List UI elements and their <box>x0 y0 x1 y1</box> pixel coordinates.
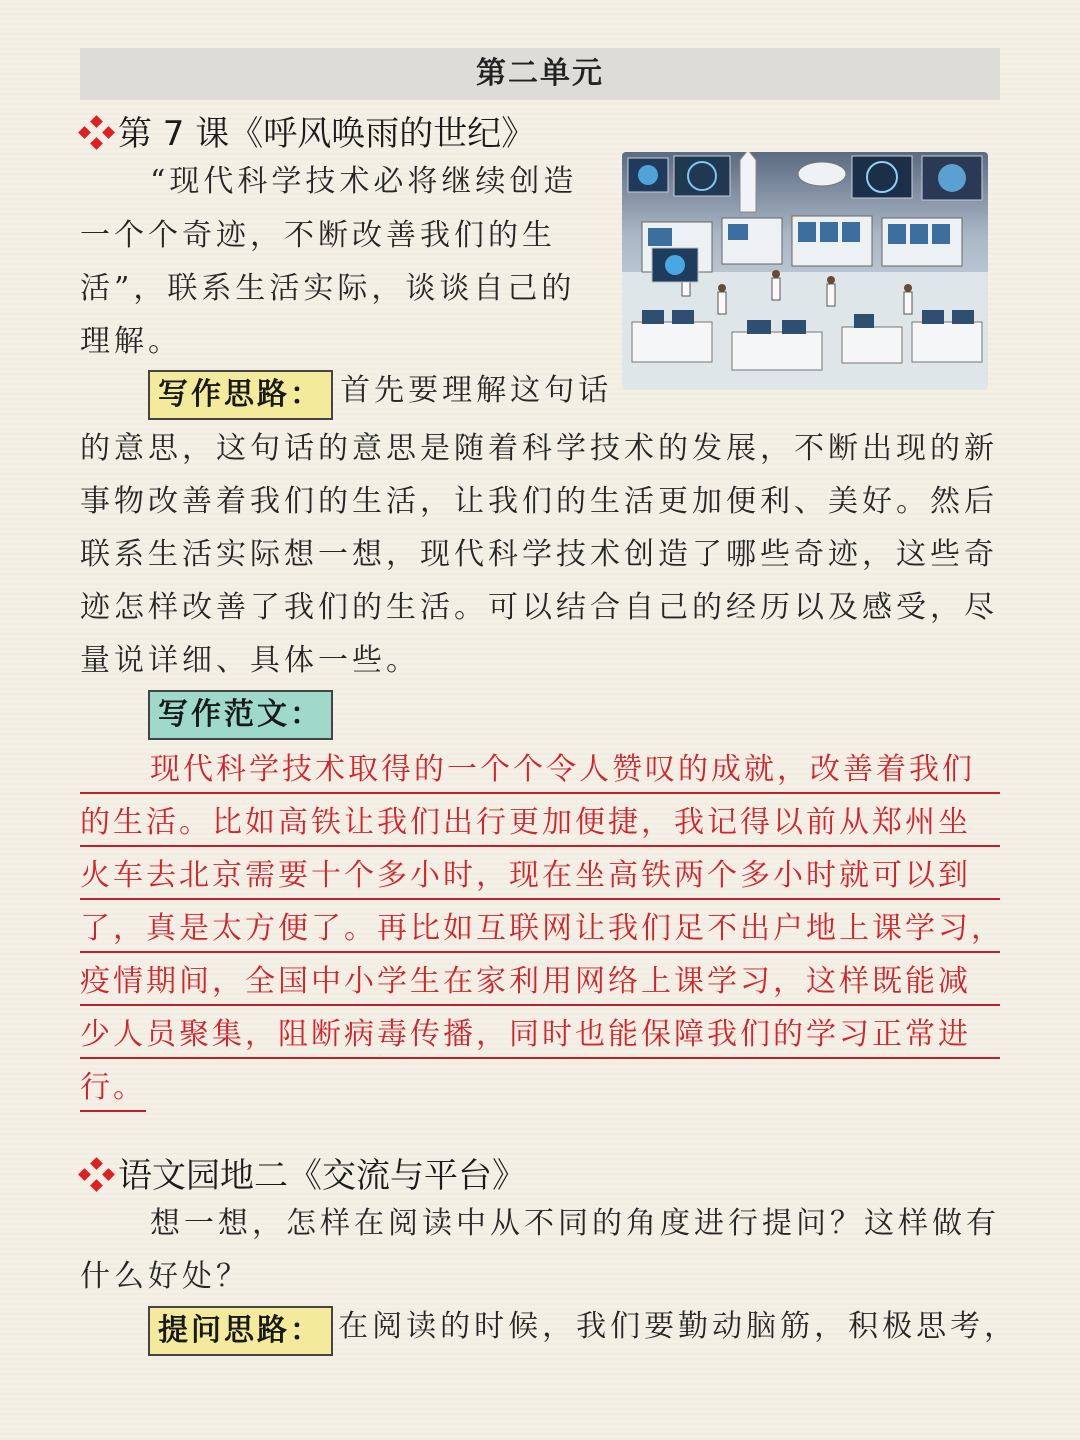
lesson-title-text: 第 7 课《呼风唤雨的世纪》 <box>118 114 536 154</box>
writing-idea-line-3: 联系生活实际想一想，现代科学技术创造了哪些奇迹，这些奇 <box>80 537 998 572</box>
sample-line-3: 火车去北京需要十个多小时，现在坐高铁两个多小时就可以到 <box>80 856 1000 900</box>
red-diamond-icon <box>80 1159 114 1189</box>
question-line-1: 想一想，怎样在阅读中从不同的角度进行提问？这样做有 <box>150 1206 1000 1241</box>
prompt-line-1: “现代科学技术必将继续创造 <box>150 164 578 199</box>
question-line-2: 什么好处？ <box>80 1259 250 1294</box>
sample-line-5: 疫情期间，全国中小学生在家利用网络上课学习，这样既能减 <box>80 962 1000 1006</box>
asking-idea-label: 提问思路： <box>148 1306 333 1356</box>
unit-title: 第二单元 <box>476 56 604 91</box>
asking-idea-row <box>148 1306 1018 1356</box>
prompt-line-4: 理解。 <box>80 324 182 359</box>
writing-idea-line-2: 事物改善着我们的生活，让我们的生活更加便利、美好。然后 <box>80 484 998 519</box>
writing-idea-line-4: 迹怎样改善了我们的生活。可以结合自己的经历以及感受，尽 <box>80 590 998 625</box>
lesson-title <box>80 106 535 155</box>
writing-idea-line-5: 量说详细、具体一些。 <box>80 643 420 678</box>
asking-idea-text: 在阅读的时候，我们要勤动脑筋，积极思考， <box>338 1309 1019 1344</box>
science-lab-illustration <box>622 152 988 390</box>
garden-title-text: 语文园地二《交流与平台》 <box>118 1156 526 1196</box>
prompt-line-2: 一个个奇迹，不断改善我们的生 <box>80 218 556 253</box>
unit-header <box>80 48 1000 100</box>
sample-line-4: 了，真是太方便了。再比如互联网让我们足不出户地上课学习， <box>80 909 1000 953</box>
sample-essay-label: 写作范文： <box>148 690 333 740</box>
red-diamond-icon <box>80 117 114 147</box>
writing-idea-first: 首先要理解这句话 <box>340 373 613 408</box>
sample-line-7: 行。 <box>80 1068 146 1112</box>
sample-line-6: 少人员聚集，阻断病毒传播，同时也能保障我们的学习正常进 <box>80 1015 1000 1059</box>
garden-title <box>80 1148 526 1197</box>
writing-idea-line-1: 的意思，这句话的意思是随着科学技术的发展，不断出现的新 <box>80 431 998 466</box>
writing-idea-row <box>148 370 613 420</box>
prompt-line-3: 活”，联系生活实际，谈谈自己的 <box>80 271 576 306</box>
sample-essay-label-row <box>148 690 333 740</box>
writing-idea-label: 写作思路： <box>148 370 333 420</box>
sample-line-2: 的生活。比如高铁让我们出行更加便捷，我记得以前从郑州坐 <box>80 803 1000 847</box>
sample-line-1: 现代科学技术取得的一个个令人赞叹的成就，改善着我们 <box>80 750 1000 794</box>
